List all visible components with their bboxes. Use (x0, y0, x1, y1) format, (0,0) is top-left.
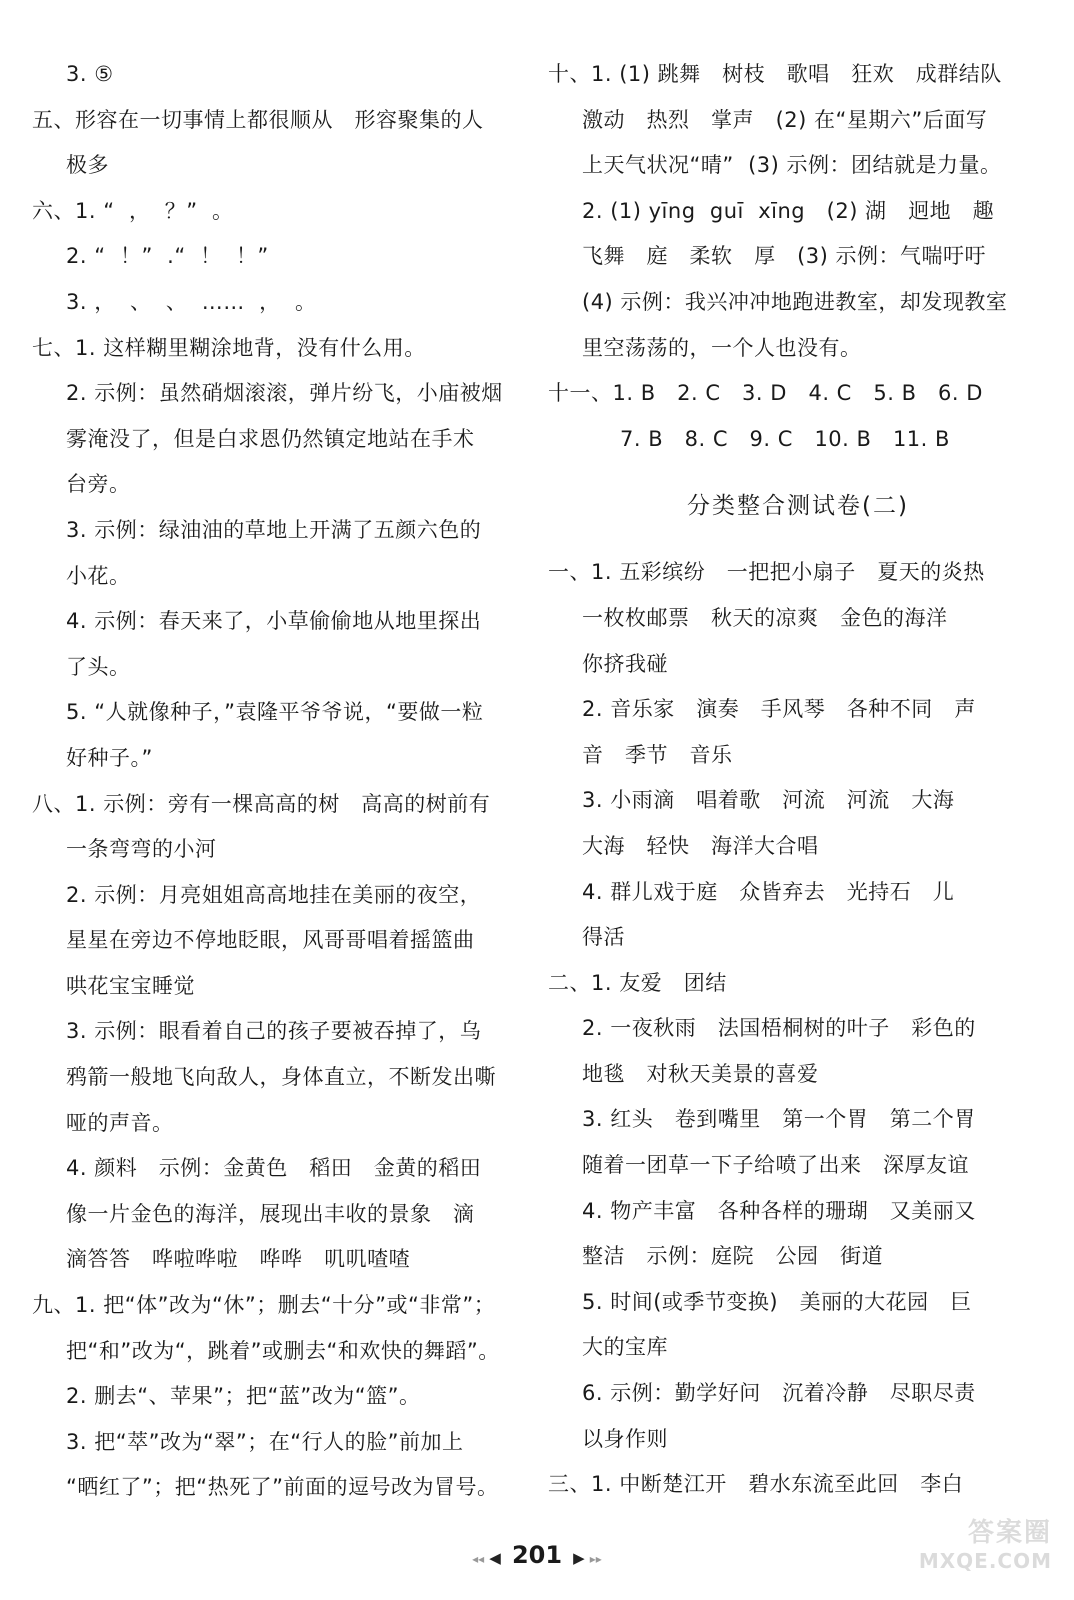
answer-line: 激动 热烈 掌声 (2) 在“星期六”后面写 (582, 107, 988, 132)
answer-line: 哄花宝宝睡觉 (66, 973, 195, 998)
watermark-text: 答案圈 (967, 1518, 1052, 1548)
answer-line: 3. 小雨滴 唱着歌 河流 河流 大海 (582, 788, 955, 813)
answer-line: 3. 示例：绿油油的草地上开满了五颜六色的 (66, 517, 482, 542)
answer-line: 4. 颜料 示例：金黄色 稻田 金黄的稻田 (66, 1156, 482, 1181)
answer-line: 飞舞 庭 柔软 厚 (3) 示例：气喘吁吁 (582, 244, 987, 269)
answer-line: 得活 (582, 925, 625, 950)
answer-line: 6. 示例：勤学好问 沉着冷静 尽职尽责 (582, 1381, 976, 1406)
answer-line: 3. ， 、 、 …… ， 。 (66, 289, 317, 314)
answer-line: 2. 示例：月亮姐姐高高地挂在美丽的夜空， (66, 882, 482, 907)
answer-line: 八、1. 示例：旁有一棵高高的树 高高的树前有 (32, 791, 491, 816)
answer-line: 好种子。” (66, 745, 153, 770)
answer-line: 大的宝库 (582, 1335, 668, 1360)
answer-line: 鸦箭一般地飞向敌人，身体直立，不断发出嘶 (66, 1065, 496, 1090)
answer-line: 里空荡荡的，一个人也没有。 (582, 335, 862, 360)
answer-line: 3. 红头 卷到嘴里 第一个胃 第二个胃 (582, 1107, 976, 1132)
answer-line: 雾淹没了，但是白求恩仍然镇定地站在手术 (66, 426, 475, 451)
answer-line: 上天气状况“晴” (3) 示例：团结就是力量。 (582, 153, 1002, 178)
answer-line: 2. (1) yīng guī xīng (2) 湖 迥地 趣 (582, 198, 995, 223)
answer-line: 十一、1. B 2. C 3. D 4. C 5. B 6. D (548, 381, 983, 406)
watermark (902, 1512, 1052, 1590)
prev-faint-icon: ◂◂ (472, 1552, 485, 1566)
answer-line: 3. ⑤ (66, 62, 114, 86)
answer-line: 4. 群儿戏于庭 众皆弃去 光持石 儿 (582, 879, 955, 904)
next-arrow-icon: ▶ (573, 1549, 585, 1567)
answer-line: 了头。 (66, 654, 131, 679)
answer-line: “晒红了”；把“热死了”前面的逗号改为冒号。 (66, 1475, 499, 1500)
right-top-answers (548, 52, 1048, 462)
answer-line: 把“和”改为“，跳着”或删去“和欢快的舞蹈”。 (66, 1338, 500, 1363)
answer-line: 5. “人就像种子，”袁隆平爷爷说，“要做一粒 (66, 700, 484, 725)
answer-line: 五、形容在一切事情上都很顺从 形容聚集的人 (32, 107, 484, 132)
answer-line: (4) 示例：我兴冲冲地跑进教室，却发现教室 (582, 289, 1008, 314)
answer-line: 2. 音乐家 演奏 手风琴 各种不同 声 (582, 697, 976, 722)
answer-line: 六、1. “ ， ？” 。 (32, 198, 234, 223)
answer-line: 极多 (66, 153, 109, 178)
answer-line: 5. 时间(或季节变换) 美丽的大花园 巨 (582, 1289, 972, 1314)
answer-line: 4. 物产丰富 各种各样的珊瑚 又美丽又 (582, 1198, 976, 1223)
answer-line: 2. 一夜秋雨 法国梧桐树的叶子 彩色的 (582, 1016, 976, 1041)
answer-line: 像一片金色的海洋，展现出丰收的景象 滴 (66, 1201, 475, 1226)
answer-line: 小花。 (66, 563, 131, 588)
answer-line: 一枚枚邮票 秋天的凉爽 金色的海洋 (582, 605, 948, 630)
answer-line: 地毯 对秋天美景的喜爱 (582, 1061, 819, 1086)
prev-arrow-icon: ◀ (489, 1549, 501, 1567)
answer-line: 星星在旁边不停地眨眼，风哥哥唱着摇篮曲 (66, 928, 475, 953)
answer-line: 你挤我碰 (582, 651, 668, 676)
answer-line: 三、1. 中断楚江开 碧水东流至此回 李白 (548, 1472, 964, 1497)
answer-line: 一、1. 五彩缤纷 一把把小扇子 夏天的炎热 (548, 560, 985, 585)
answer-line: 以身作则 (582, 1426, 668, 1451)
answer-line: 2. “ ！” .“ ！ ！” (66, 244, 269, 269)
answer-line: 2. 删去“、苹果”；把“蓝”改为“篮”。 (66, 1384, 421, 1409)
left-column (32, 52, 522, 1511)
answer-line: 台旁。 (66, 472, 131, 497)
answer-line: 九、1. 把“体”改为“休”；删去“十分”或“非常”； (32, 1293, 496, 1318)
answer-line: 7. B 8. C 9. C 10. B 11. B (620, 426, 950, 451)
page-number: 201 (511, 1541, 563, 1569)
answer-line: 七、1. 这样糊里糊涂地背，没有什么用。 (32, 335, 426, 360)
answer-line: 2. 示例：虽然硝烟滚滚，弹片纷飞，小庙被烟 (66, 381, 503, 406)
answer-line: 整洁 示例：庭院 公园 街道 (582, 1244, 884, 1269)
watermark-url: MXQE.COM (918, 1549, 1052, 1573)
answer-line: 大海 轻快 海洋大合唱 (582, 833, 819, 858)
answer-line: 十、1. (1) 跳舞 树枝 歌唱 狂欢 成群结队 (548, 62, 1002, 86)
next-faint-icon: ▸▸ (589, 1552, 602, 1566)
answer-line: 3. 把“萃”改为“翠”；在“行人的脸”前加上 (66, 1429, 464, 1454)
answer-line: 哑的声音。 (66, 1110, 174, 1135)
answer-line: 音 季节 音乐 (582, 742, 733, 767)
section-title: 分类整合测试卷(二) (687, 493, 909, 520)
right-column (548, 52, 1048, 1508)
answer-line: 一条弯弯的小河 (66, 837, 217, 862)
answer-line: 随着一团草一下子给喷了出来 深厚友谊 (582, 1153, 970, 1178)
right-bottom-answers (548, 550, 1048, 1507)
answer-line: 3. 示例：眼看着自己的孩子要被吞掉了，乌 (66, 1019, 482, 1044)
answer-line: 滴答答 哗啦哗啦 哗哗 叽叽喳喳 (66, 1247, 411, 1272)
answer-line: 二、1. 友爱 团结 (548, 970, 727, 995)
answer-line: 4. 示例：春天来了，小草偷偷地从地里探出 (66, 609, 482, 634)
